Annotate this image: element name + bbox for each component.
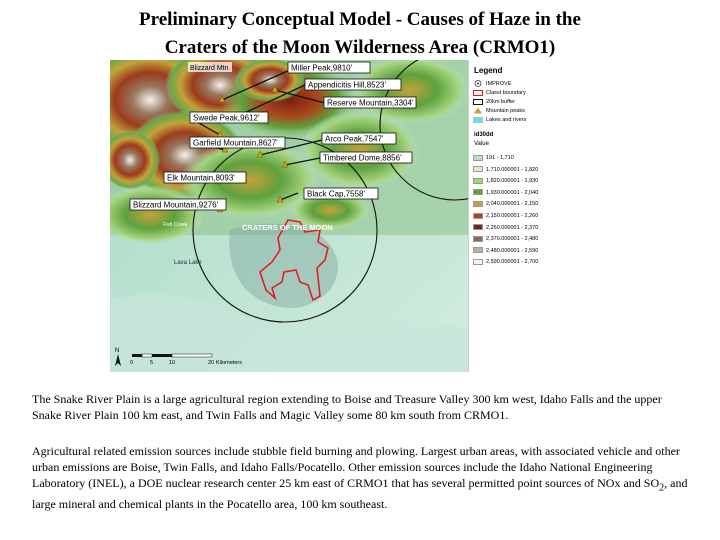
legend-class-swatch: [473, 178, 483, 184]
callout-black-cap: Black Cap,7558': [307, 189, 366, 199]
map-svg: [110, 60, 470, 372]
legend-class-row: [473, 258, 538, 267]
callout-timbered-dome: Timbered Dome,8856': [323, 153, 402, 163]
label-fish-creek: Fish Creek: [163, 222, 188, 228]
label-craters-of-the-moon: CRATERS OF THE MOON: [242, 223, 333, 232]
legend-value-label: Value: [474, 141, 489, 147]
legend-class-swatch: [473, 189, 483, 195]
callout-miller-peak: Miller Peak,9810': [291, 63, 353, 73]
legend-class-swatch: [473, 236, 483, 242]
legend-layer-name: id30dd: [474, 132, 494, 138]
callout-arco-peak: Arco Peak,7547': [325, 134, 384, 144]
legend-item-peaks: Mountain peaks: [473, 107, 525, 116]
legend-class-swatch: [473, 201, 483, 207]
legend-class-label: 191 - 1,710: [486, 155, 514, 161]
legend-class-row: [473, 200, 538, 209]
scale-unit: Kilometers: [216, 360, 242, 366]
legend-class-swatch: [473, 166, 483, 172]
legend-class-swatch: [473, 247, 483, 253]
callout-swede-peak: Swede Peak,9612': [193, 113, 260, 123]
legend-title: Legend: [474, 66, 503, 75]
legend-class-row: [473, 189, 538, 198]
black-box-icon: [473, 99, 483, 105]
triangle-icon: [473, 107, 483, 114]
legend-class-label: 2,590.000001 - 2,700: [486, 259, 539, 266]
legend-class-label: 1,710.000001 - 1,820: [486, 166, 539, 173]
red-box-icon: [473, 90, 483, 96]
slide-title: [0, 6, 720, 62]
legend-class-row: [473, 212, 538, 221]
legend-class-label: 2,040.000001 - 2,150: [486, 201, 539, 208]
title-line-2: Craters of the Moon Wilderness Area (CRMO1): [164, 37, 556, 58]
legend-class-label: 2,370.000001 - 2,480: [486, 236, 539, 243]
callout-reserve-mountain: Reserve Mountain,3304': [327, 98, 414, 108]
legend-class-swatch: [473, 224, 483, 230]
label-lava-lake: Lava Lake: [174, 260, 202, 266]
paragraph-snake-river-plain: The Snake River Plain is a large agricultural region extending to Boise and Treasure Valley 300 km west, Idaho Falls and the upper Snake River Plain 100 km east, and Twin Falls and Magic Valley some 80 km south from CRMO1.: [32, 392, 662, 422]
legend-class-swatch: [473, 259, 483, 265]
legend-class-label: 1,930.000001 - 2,040: [486, 189, 539, 196]
label-blizzard-mtn: Blizzard Mtn: [190, 65, 229, 72]
legend-item-class1-boundary: ClassI boundary: [473, 89, 526, 98]
map-legend: [468, 60, 561, 372]
legend-item-buffer: 20km buffer: [473, 98, 515, 107]
legend-class-row: [473, 247, 538, 256]
scale-tick-5: 5: [150, 360, 154, 366]
legend-class-swatch: [473, 155, 483, 161]
legend-class-row: [473, 166, 538, 175]
legend-class-row: [473, 154, 514, 163]
improve-site-icon: [473, 80, 483, 87]
callout-blizzard-mountain: Blizzard Mountain,9276': [133, 200, 219, 210]
scale-tick-10: 10: [169, 360, 176, 366]
legend-class-label: 2,260.000001 - 2,370: [486, 224, 539, 231]
legend-class-swatch: [473, 213, 483, 219]
legend-class-row: [473, 177, 538, 186]
scale-tick-20: 20: [208, 360, 215, 366]
legend-class-row: [473, 224, 538, 233]
callout-appendicitis-hill: Appendicitis Hill,8523': [308, 80, 387, 90]
title-line-1: Preliminary Conceptual Model - Causes of Haze in the: [139, 9, 581, 30]
callout-elk-mountain: Elk Mountain,8093': [167, 173, 235, 183]
legend-item-lakes: Lakes and rivers: [473, 116, 526, 125]
lake-swatch-icon: [473, 117, 483, 123]
callout-garfield-mountain: Garfield Mountain,8627': [193, 138, 278, 148]
legend-class-row: [473, 235, 538, 244]
legend-class-label: 1,820.000001 - 1,930: [486, 178, 539, 185]
terrain-map: [110, 60, 470, 372]
legend-class-label: 2,480.000001 - 2,590: [486, 247, 539, 254]
paragraph-emission-sources: Agricultural related emission sources include stubble field burning and plowing. Largest urban areas, with associated vehicle and other urban emissions are Boise, Twin Falls, and Idaho Falls/Pocatello. Other emission sources include the Idaho National Engineering Laboratory (INEL), a DOE nuclear research center 25 km east of CRMO1 that has several permitted point sources of NOx and $SO_2$, and large mineral and chemical plants in the Pocatello area, 100 km southeast.: [32, 444, 688, 512]
legend-item-improve: IMPROVE: [473, 80, 511, 89]
svg-text:N: N: [115, 348, 120, 354]
scale-tick-0: 0: [130, 360, 134, 366]
legend-class-label: 2,150.000001 - 2,260: [486, 213, 539, 219]
